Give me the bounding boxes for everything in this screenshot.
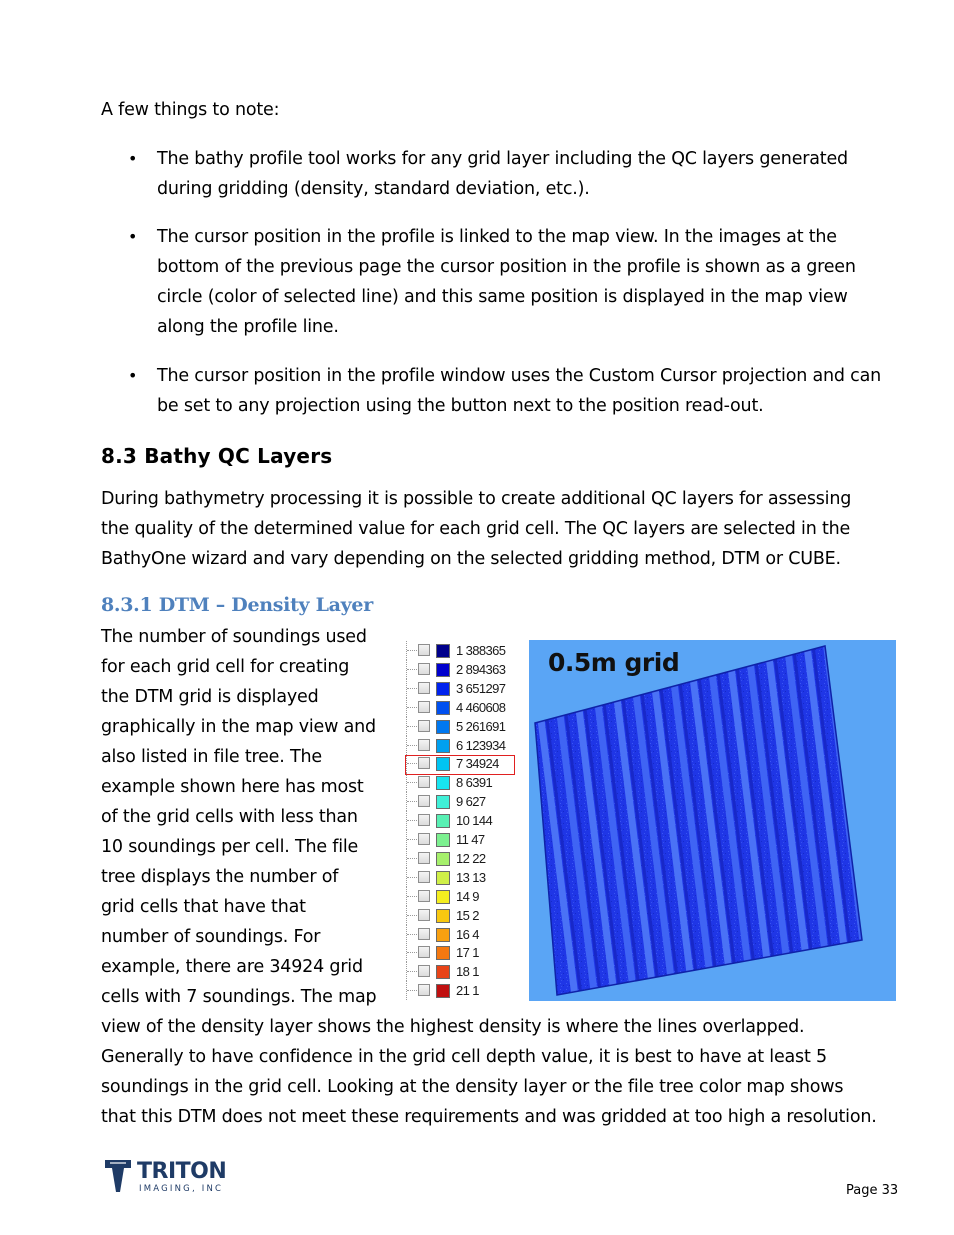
text-line: graphically in the map view and	[101, 717, 376, 737]
bullet-marker: •	[128, 366, 138, 385]
layer-checkbox[interactable]	[418, 720, 430, 732]
file-tree-label: 9 627	[456, 794, 486, 810]
tree-connector	[404, 736, 418, 755]
tree-connector	[404, 925, 418, 944]
layer-checkbox[interactable]	[418, 776, 430, 788]
map-title: 0.5m grid	[548, 648, 680, 677]
text-line: example, there are 34924 grid	[101, 957, 363, 977]
file-tree-label: 18 1	[456, 964, 479, 980]
text-line: that this DTM does not meet these requirements and was gridded at too high a resolution.	[101, 1107, 877, 1127]
color-swatch	[436, 852, 450, 866]
file-tree-label: 15 2	[456, 907, 479, 923]
file-tree-row[interactable]	[404, 660, 522, 679]
file-tree-row[interactable]	[404, 717, 522, 736]
text-line: for each grid cell for creating	[101, 657, 350, 677]
file-tree-label: 3 651297	[456, 680, 506, 696]
bullet-3-line-2: be set to any projection using the button next to the position read-out.	[157, 396, 764, 416]
color-swatch	[436, 795, 450, 809]
bullet-2-line-2: bottom of the previous page the cursor position in the profile is shown as a green	[157, 257, 856, 277]
triton-logo	[104, 1158, 234, 1198]
logo-subtitle: IMAGING, INC	[139, 1184, 224, 1194]
file-tree-label: 16 4	[456, 926, 479, 942]
text-line: number of soundings. For	[101, 927, 321, 947]
color-swatch	[436, 946, 450, 960]
color-swatch	[436, 984, 450, 998]
file-tree-row[interactable]	[404, 887, 522, 906]
file-tree-label: 11 47	[456, 832, 485, 847]
layer-checkbox[interactable]	[418, 833, 430, 845]
section-para-line-1: During bathymetry processing it is possible to create additional QC layers for assessing	[101, 489, 852, 509]
file-tree-label: 1 388365	[456, 643, 506, 658]
layer-checkbox[interactable]	[418, 644, 430, 656]
layer-checkbox[interactable]	[418, 965, 430, 977]
file-tree-row[interactable]	[404, 849, 522, 868]
tree-connector	[404, 943, 418, 962]
color-swatch	[436, 644, 450, 658]
tree-connector	[404, 868, 418, 887]
color-swatch	[436, 739, 450, 753]
tree-connector	[404, 811, 418, 830]
logo-name: TRITON	[137, 1159, 227, 1184]
tree-connector	[404, 906, 418, 925]
color-swatch	[436, 890, 450, 904]
file-tree-label: 5 261691	[456, 718, 506, 734]
highlight-box	[405, 755, 515, 775]
layer-checkbox[interactable]	[418, 984, 430, 996]
text-line: soundings in the grid cell. Looking at the density layer or the file tree color map shows	[101, 1077, 844, 1097]
file-tree-label: 8 6391	[456, 775, 493, 791]
text-line: The number of soundings used	[101, 627, 367, 647]
bullet-2-line-1: The cursor position in the profile is linked to the map view. In the images at the	[157, 227, 837, 247]
layer-checkbox[interactable]	[418, 663, 430, 675]
file-tree-row[interactable]	[404, 773, 522, 792]
text-line: of the grid cells with less than	[101, 807, 358, 827]
file-tree-row[interactable]	[404, 943, 522, 962]
tree-connector	[404, 849, 418, 868]
layer-checkbox[interactable]	[418, 814, 430, 826]
text-line: 10 soundings per cell. The file	[101, 837, 359, 857]
bullet-2-line-4: along the profile line.	[157, 317, 339, 337]
color-swatch	[436, 833, 450, 847]
density-map-svg	[529, 640, 896, 1001]
file-tree-label: 21 1	[456, 983, 479, 999]
tree-connector	[404, 887, 418, 906]
bullet-marker: •	[128, 149, 138, 168]
color-swatch	[436, 814, 450, 828]
tree-connector	[404, 792, 418, 811]
text-line: example shown here has most	[101, 777, 364, 797]
file-tree-row[interactable]	[404, 679, 522, 698]
tree-connector	[404, 962, 418, 981]
color-swatch	[436, 928, 450, 942]
bullet-marker: •	[128, 227, 138, 246]
file-tree-label: 2 894363	[456, 661, 506, 677]
color-swatch	[436, 663, 450, 677]
text-line: tree displays the number of	[101, 867, 339, 887]
text-line: Generally to have confidence in the grid cell depth value, it is best to have at least 5	[101, 1047, 827, 1067]
file-tree-row[interactable]	[404, 792, 522, 811]
file-tree-label: 10 144	[456, 813, 493, 829]
section-para-line-3: BathyOne wizard and vary depending on the selected gridding method, DTM or CUBE.	[101, 549, 841, 569]
text-line: also listed in file tree. The	[101, 747, 322, 767]
file-tree-label: 7 34924	[456, 756, 499, 772]
color-swatch	[436, 701, 450, 715]
file-tree-label: 6 123934	[456, 737, 506, 753]
file-tree-row[interactable]	[404, 641, 522, 660]
color-swatch	[436, 682, 450, 696]
file-tree-row[interactable]	[404, 811, 522, 830]
tree-connector	[404, 698, 418, 717]
tree-connector	[404, 660, 418, 679]
page-number: Page 33	[846, 1183, 899, 1198]
file-tree-label: 13 13	[456, 869, 486, 885]
layer-checkbox[interactable]	[418, 739, 430, 751]
file-tree-row[interactable]	[404, 830, 522, 849]
text-line: the DTM grid is displayed	[101, 687, 319, 707]
file-tree-row[interactable]	[404, 736, 522, 755]
section-para-line-2: the quality of the determined value for each grid cell. The QC layers are selected in the	[101, 519, 851, 539]
file-tree-row[interactable]	[404, 906, 522, 925]
text-line: cells with 7 soundings. The map	[101, 987, 377, 1007]
tree-connector	[404, 717, 418, 736]
file-tree-label: 17 1	[456, 945, 479, 961]
trident-icon	[104, 1158, 132, 1194]
tree-connector	[404, 830, 418, 849]
subsection-heading: 8.3.1 DTM – Density Layer	[101, 594, 373, 616]
text-line: grid cells that have that	[101, 897, 306, 917]
density-map-view	[529, 640, 896, 1001]
bullet-1-line-1: The bathy profile tool works for any grid layer including the QC layers generated	[157, 149, 848, 169]
bullet-1-line-2: during gridding (density, standard deviation, etc.).	[157, 179, 590, 199]
file-tree-label: 4 460608	[456, 699, 506, 715]
file-tree-row[interactable]	[404, 698, 522, 717]
bullet-2-line-3: circle (color of selected line) and this same position is displayed in the map view	[157, 287, 848, 307]
tree-connector	[404, 679, 418, 698]
layer-checkbox[interactable]	[418, 909, 430, 921]
color-swatch	[436, 871, 450, 885]
layer-checkbox[interactable]	[418, 682, 430, 694]
layer-checkbox[interactable]	[418, 871, 430, 883]
file-tree-row[interactable]	[404, 981, 522, 1000]
intro-text: A few things to note:	[101, 100, 280, 120]
file-tree-row[interactable]	[404, 925, 522, 944]
file-tree-legend	[404, 641, 522, 1001]
tree-connector	[404, 773, 418, 792]
file-tree-row[interactable]	[404, 868, 522, 887]
tree-connector	[404, 981, 418, 1000]
text-line: view of the density layer shows the highest density is where the lines overlapped.	[101, 1017, 805, 1037]
bullet-3-line-1: The cursor position in the profile window uses the Custom Cursor projection and can	[157, 366, 881, 386]
section-heading: 8.3 Bathy QC Layers	[101, 444, 333, 468]
tree-connector	[404, 641, 418, 660]
color-swatch	[436, 909, 450, 923]
layer-checkbox[interactable]	[418, 701, 430, 713]
file-tree-label: 14 9	[456, 888, 479, 904]
color-swatch	[436, 965, 450, 979]
layer-checkbox[interactable]	[418, 852, 430, 864]
layer-checkbox[interactable]	[418, 946, 430, 958]
layer-checkbox[interactable]	[418, 795, 430, 807]
color-swatch	[436, 776, 450, 790]
file-tree-label: 12 22	[456, 850, 486, 866]
layer-checkbox[interactable]	[418, 890, 430, 902]
file-tree-row[interactable]	[404, 962, 522, 981]
color-swatch	[436, 720, 450, 734]
layer-checkbox[interactable]	[418, 928, 430, 940]
